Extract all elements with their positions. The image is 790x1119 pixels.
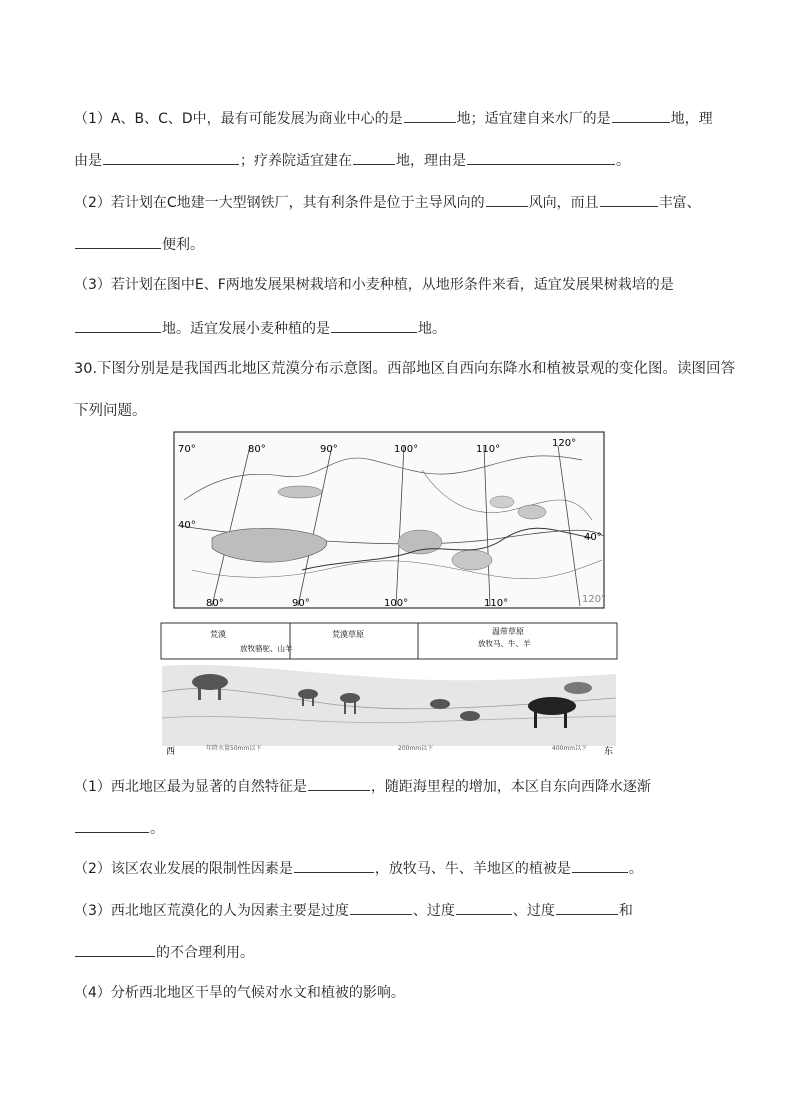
q3-line2: [74, 318, 446, 338]
answer-blank[interactable]: [75, 318, 161, 333]
p2-text-b: ，放牧马、牛、羊地区的植被是: [374, 861, 571, 877]
q2-text-b: 风向，而且: [528, 195, 599, 211]
west-east-landscape-figure: [160, 622, 618, 758]
answer-blank[interactable]: [572, 858, 628, 873]
q1-line1: [74, 108, 713, 128]
p2-text-c: 。: [628, 861, 643, 877]
answer-blank[interactable]: [467, 150, 615, 165]
q3-text-c: 地。: [418, 321, 446, 337]
p3-text-b: 、过度: [412, 903, 455, 919]
answer-blank[interactable]: [294, 858, 374, 873]
answer-blank[interactable]: [556, 900, 618, 915]
p3-line2: [74, 942, 254, 962]
bottom-label-4: 120°: [582, 594, 607, 605]
q1-text-c: 地，理: [670, 111, 713, 127]
answer-blank[interactable]: [103, 150, 239, 165]
p3-text-c: 、过度: [512, 903, 555, 919]
q3-text-b: 地。适宜发展小麦种植的是: [162, 321, 330, 337]
west-label: 西: [166, 747, 176, 757]
p3-text-e: 的不合理利用。: [156, 945, 254, 961]
answer-blank[interactable]: [75, 942, 155, 957]
bottom-label-2: 100°: [384, 598, 409, 609]
q1-text-e: ；疗养院适宜建在: [240, 153, 352, 169]
bottom-label-1: 90°: [292, 598, 310, 609]
p2-text-a: （2）该区农业发展的限制性因素是: [74, 861, 293, 877]
p3-text-d: 和: [618, 903, 633, 919]
q2-text-c: 丰富、: [658, 195, 701, 211]
answer-blank[interactable]: [353, 150, 395, 165]
q3-text-a: （3）若计划在图中E、F两地发展果树栽培和小麦种植，从地形条件来看，适宜发展果树栽培的是: [74, 277, 674, 293]
top-label-4: 110°: [476, 444, 501, 455]
p1-text-a: （1）西北地区最为显著的自然特征是: [74, 779, 307, 795]
q2-line2: [74, 234, 204, 254]
q30-intro-line1: [74, 360, 735, 378]
precip-label-1: 年降水量50mm以下: [206, 745, 262, 752]
answer-blank[interactable]: [350, 900, 412, 915]
q1-text-a: （1）A、B、C、D中，最有可能发展为商业中心的是: [74, 111, 403, 127]
p1-text-b: ，随距海里程的增加，本区自东向西降水逐渐: [370, 779, 651, 795]
zone2-sub-label: 放牧骆驼、山羊: [240, 644, 293, 653]
q2-text-a: （2）若计划在C地建一大型钢铁厂，其有利条件是位于主导风向的: [74, 195, 485, 211]
p1-text-c: 。: [150, 821, 164, 837]
northwest-desert-map: [172, 430, 617, 610]
answer-blank[interactable]: [308, 776, 370, 791]
answer-blank[interactable]: [331, 318, 417, 333]
p4-text-a: （4）分析西北地区干旱的气候对水文和植被的影响。: [74, 985, 405, 1001]
q3-line1: [74, 276, 674, 294]
q1-text-g: 。: [616, 153, 630, 169]
top-label-1: 80°: [248, 444, 266, 455]
q30-intro-text: 30.下图分别是是我国西北地区荒漠分布示意图。西部地区自西向东降水和植被景观的变化图。读图回答: [74, 361, 736, 377]
p4-line: [74, 984, 405, 1002]
zone3-label: 温带草原: [492, 627, 524, 636]
bottom-label-3: 110°: [484, 598, 509, 609]
q1-text-f: 地，理由是: [396, 153, 466, 169]
answer-blank[interactable]: [75, 234, 161, 249]
p2-line: [74, 858, 643, 878]
q30-intro-text-2: 下列问题。: [74, 403, 147, 419]
answer-blank[interactable]: [404, 108, 456, 123]
q2-line1: [74, 192, 701, 212]
q30-intro-line2: [74, 402, 147, 420]
precip-label-3: 400mm以下: [552, 745, 588, 752]
p3-line1: [74, 900, 633, 920]
top-label-3: 100°: [394, 444, 419, 455]
zone3-sub-label: 放牧马、牛、羊: [478, 639, 531, 648]
answer-blank[interactable]: [456, 900, 512, 915]
lat-label-right: 40°: [584, 532, 602, 543]
answer-blank[interactable]: [612, 108, 670, 123]
q1-text-d: 由是: [74, 153, 102, 169]
q1-line2: [74, 150, 630, 170]
top-label-0: 70°: [178, 444, 196, 455]
zone2-label: 荒漠草原: [332, 630, 364, 639]
top-label-5: 120°: [552, 438, 577, 449]
lat-label-left: 40°: [178, 520, 196, 531]
q2-text-d: 便利。: [162, 237, 204, 253]
q1-text-b: 地；适宜建自来水厂的是: [456, 111, 611, 127]
bottom-label-0: 80°: [206, 598, 224, 609]
p3-text-a: （3）西北地区荒漠化的人为因素主要是过度: [74, 903, 349, 919]
answer-blank[interactable]: [75, 818, 149, 833]
answer-blank[interactable]: [600, 192, 658, 207]
top-label-2: 90°: [320, 444, 338, 455]
precip-label-2: 200mm以下: [398, 745, 434, 752]
p1-line1: [74, 776, 651, 796]
east-label: 东: [604, 747, 614, 757]
zone1-label: 荒漠: [210, 630, 226, 639]
answer-blank[interactable]: [486, 192, 528, 207]
p1-line2: [74, 818, 164, 838]
